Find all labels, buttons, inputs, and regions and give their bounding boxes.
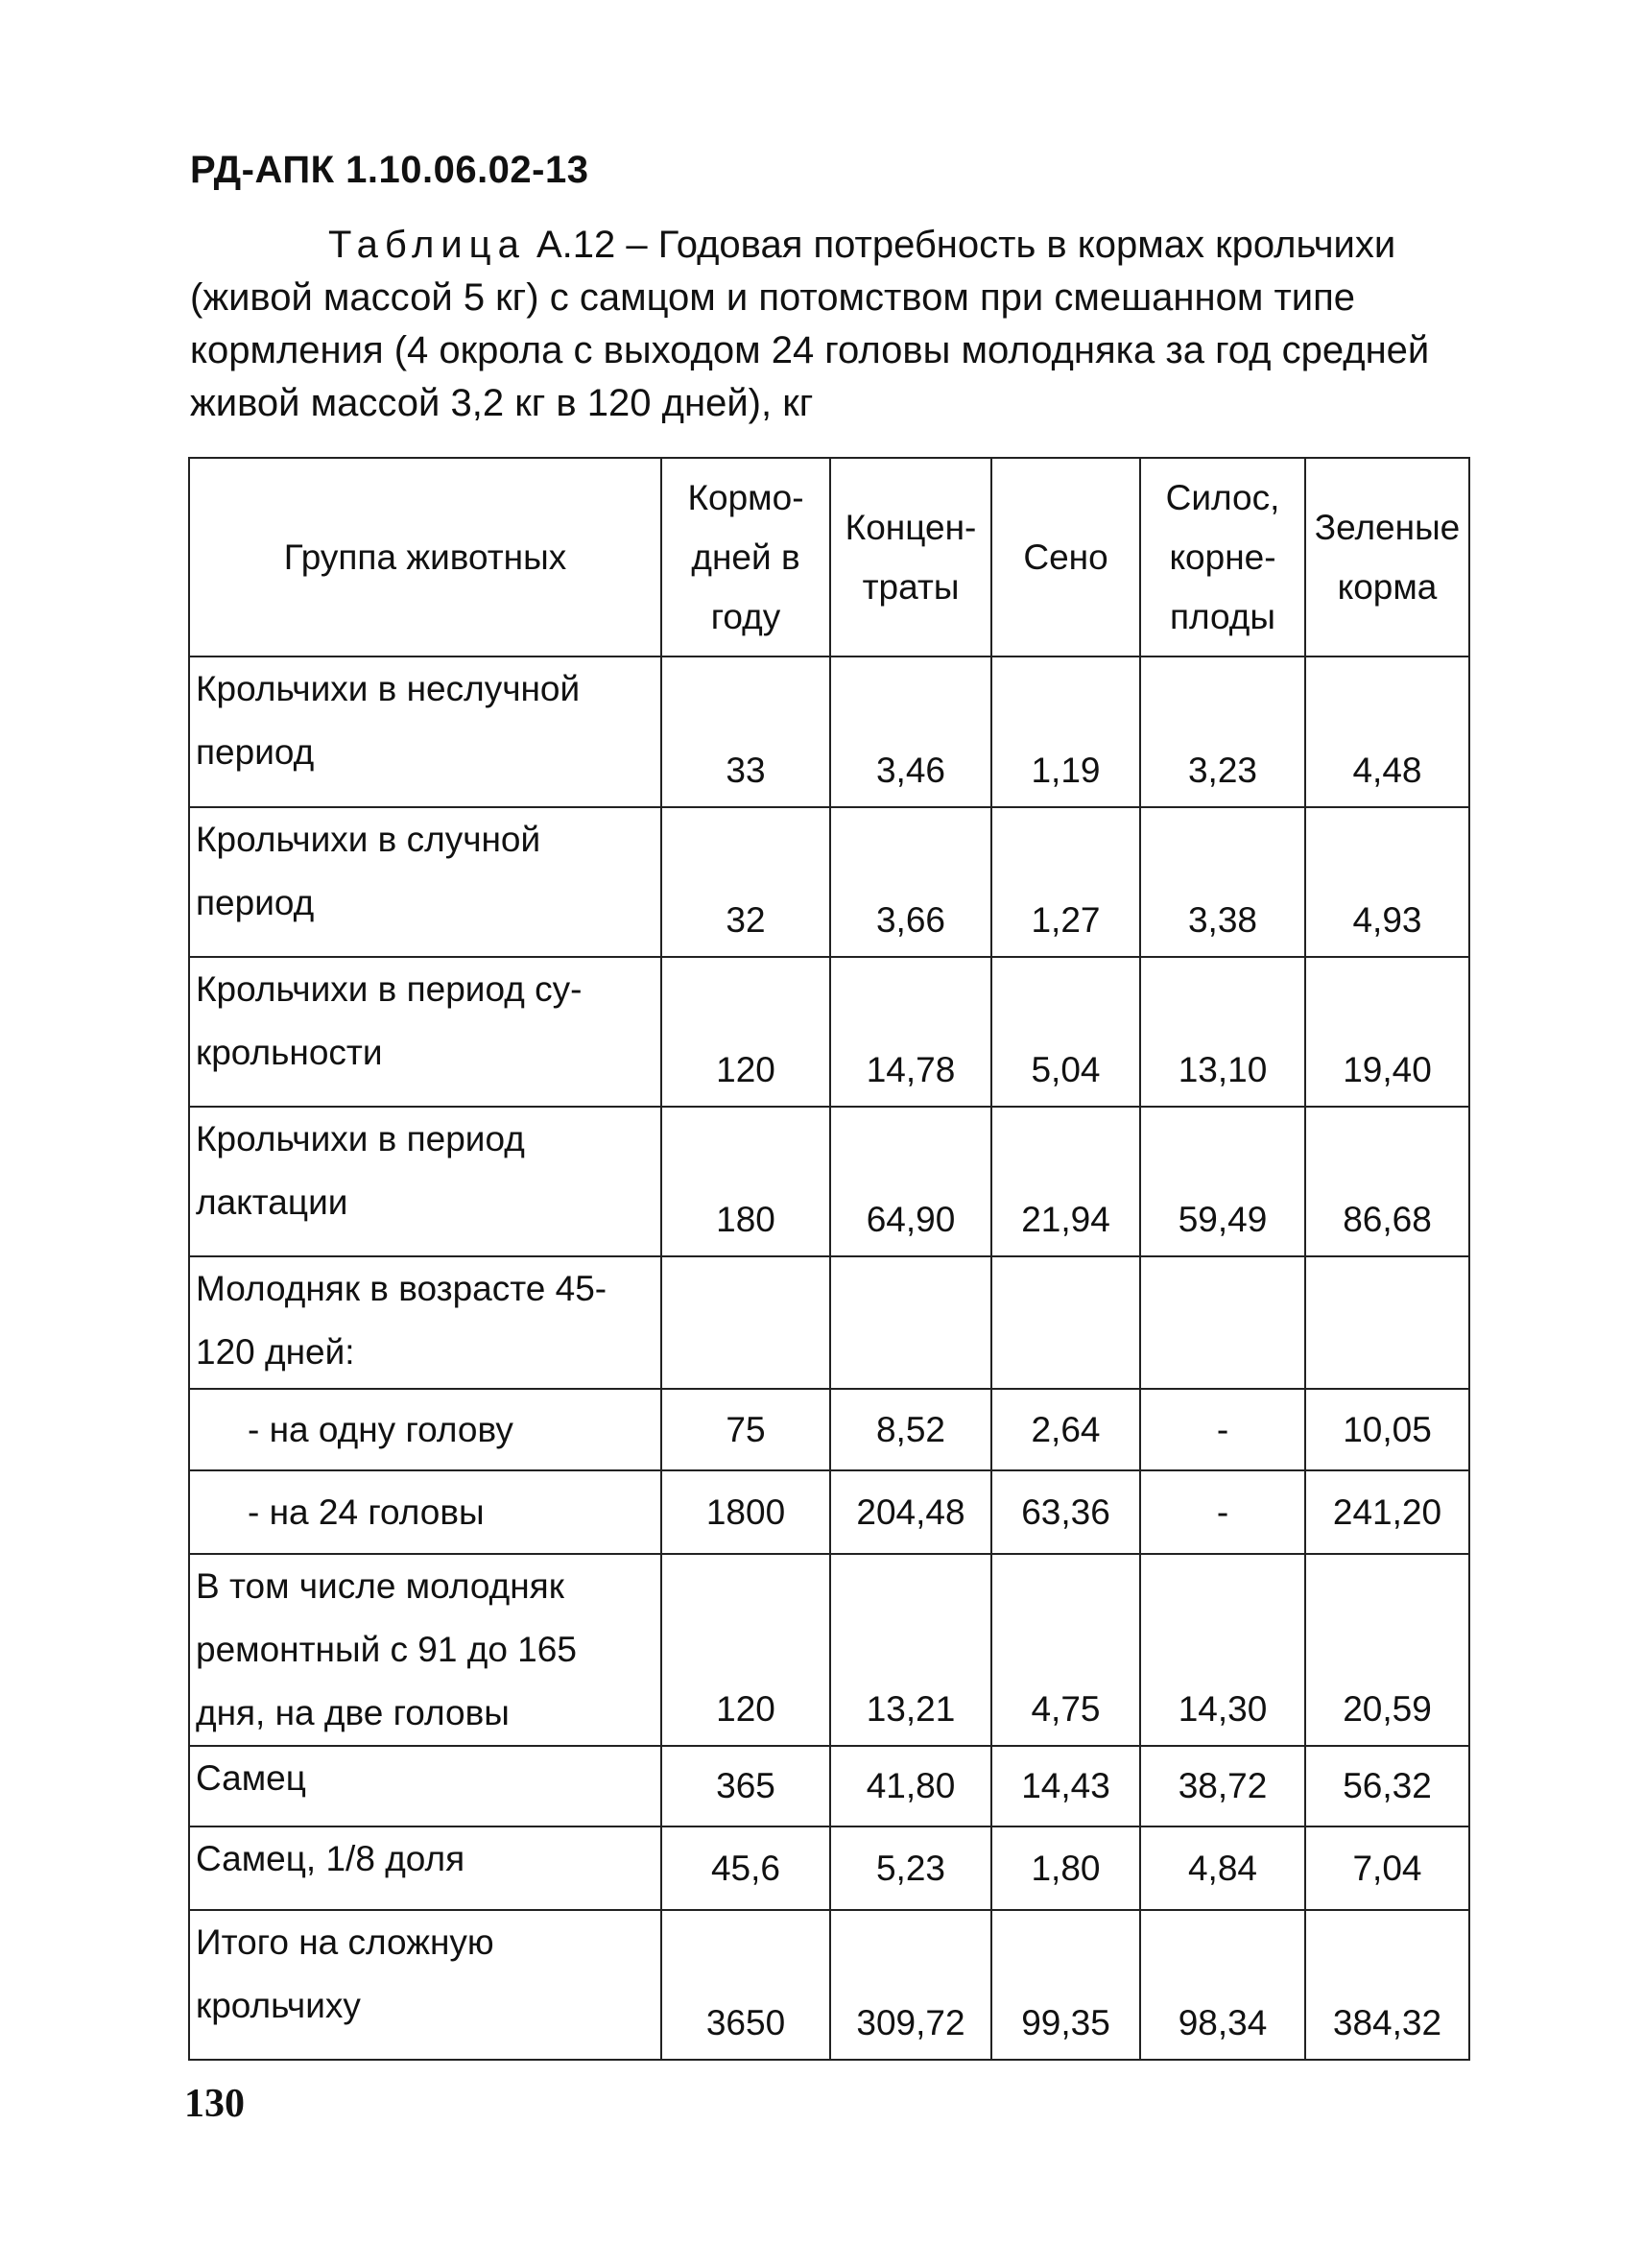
cell-green: 241,20 — [1305, 1470, 1469, 1554]
cell-silage: 38,72 — [1140, 1746, 1305, 1826]
cell-concentrates: 64,90 — [830, 1107, 991, 1256]
cell-concentrates: 3,46 — [830, 657, 991, 807]
cell-green: 20,59 — [1305, 1554, 1469, 1746]
cell-concentrates: 3,66 — [830, 807, 991, 957]
cell-group: Молодняк в возрасте 45-120 дней: — [189, 1256, 661, 1389]
cell-feed-days: 3650 — [661, 1910, 830, 2060]
cell-concentrates: 309,72 — [830, 1910, 991, 2060]
feed-requirements-table — [188, 457, 1470, 2061]
cell-feed-days: 1800 — [661, 1470, 830, 1554]
table-row — [189, 1826, 1469, 1910]
cell-hay: 1,19 — [991, 657, 1140, 807]
table-row — [189, 1554, 1469, 1746]
cell-group: В том числе молодняк ремонтный с 91 до 165 дня, на две головы — [189, 1554, 661, 1746]
cell-feed-days — [661, 1256, 830, 1389]
table-row — [189, 1256, 1469, 1389]
cell-group: Крольчихи в случной период — [189, 807, 661, 957]
cell-feed-days: 33 — [661, 657, 830, 807]
header-green-feed: Зеленые корма — [1305, 458, 1469, 657]
cell-concentrates: 5,23 — [830, 1826, 991, 1910]
cell-concentrates: 8,52 — [830, 1389, 991, 1470]
cell-green: 10,05 — [1305, 1389, 1469, 1470]
cell-silage: 3,38 — [1140, 807, 1305, 957]
table-row — [189, 1470, 1469, 1554]
cell-hay: 1,27 — [991, 807, 1140, 957]
cell-group: - на одну голову — [189, 1389, 661, 1470]
cell-green — [1305, 1256, 1469, 1389]
cell-silage: 4,84 — [1140, 1826, 1305, 1910]
cell-hay: 99,35 — [991, 1910, 1140, 2060]
cell-group: - на 24 головы — [189, 1470, 661, 1554]
cell-feed-days: 180 — [661, 1107, 830, 1256]
caption-number: А.12 — [536, 224, 616, 266]
cell-group: Крольчихи в период су-крольности — [189, 957, 661, 1107]
cell-concentrates: 41,80 — [830, 1746, 991, 1826]
cell-hay: 2,64 — [991, 1389, 1140, 1470]
cell-hay: 21,94 — [991, 1107, 1140, 1256]
cell-feed-days: 45,6 — [661, 1826, 830, 1910]
cell-silage: - — [1140, 1389, 1305, 1470]
cell-green: 4,93 — [1305, 807, 1469, 957]
cell-hay — [991, 1256, 1140, 1389]
table-row — [189, 807, 1469, 957]
table-row — [189, 1389, 1469, 1470]
table-row — [189, 1910, 1469, 2060]
cell-silage: 14,30 — [1140, 1554, 1305, 1746]
cell-silage: - — [1140, 1470, 1305, 1554]
cell-group: Крольчихи в неслучной период — [189, 657, 661, 807]
cell-green: 384,32 — [1305, 1910, 1469, 2060]
document-code: РД-АПК 1.10.06.02-13 — [190, 149, 589, 191]
cell-feed-days: 365 — [661, 1746, 830, 1826]
cell-green: 19,40 — [1305, 957, 1469, 1107]
cell-silage — [1140, 1256, 1305, 1389]
cell-green: 4,48 — [1305, 657, 1469, 807]
cell-silage: 59,49 — [1140, 1107, 1305, 1256]
cell-hay: 4,75 — [991, 1554, 1140, 1746]
table-body — [189, 657, 1469, 2060]
cell-concentrates: 14,78 — [830, 957, 991, 1107]
cell-group: Самец, 1/8 доля — [189, 1826, 661, 1910]
table-row — [189, 657, 1469, 807]
cell-hay: 1,80 — [991, 1826, 1140, 1910]
cell-group: Крольчихи в период лактации — [189, 1107, 661, 1256]
header-feed-days: Кормо-дней в году — [661, 458, 830, 657]
cell-group: Итого на сложную крольчиху — [189, 1910, 661, 2060]
table-caption — [190, 219, 1466, 430]
cell-silage: 98,34 — [1140, 1910, 1305, 2060]
cell-green: 86,68 — [1305, 1107, 1469, 1256]
cell-green: 7,04 — [1305, 1826, 1469, 1910]
header-group: Группа животных — [189, 458, 661, 657]
cell-green: 56,32 — [1305, 1746, 1469, 1826]
table-header-row — [189, 458, 1469, 657]
page-number: 130 — [184, 2082, 245, 2126]
cell-feed-days: 75 — [661, 1389, 830, 1470]
cell-concentrates — [830, 1256, 991, 1389]
cell-hay: 5,04 — [991, 957, 1140, 1107]
cell-silage: 3,23 — [1140, 657, 1305, 807]
table-row — [189, 1746, 1469, 1826]
table-row — [189, 1107, 1469, 1256]
cell-concentrates: 13,21 — [830, 1554, 991, 1746]
header-silage: Силос, корне-плоды — [1140, 458, 1305, 657]
cell-group: Самец — [189, 1746, 661, 1826]
caption-label: Таблица — [328, 224, 526, 266]
caption-text: – Годовая потребность в кормах крольчихи (живой массой 5 кг) с самцом и потомством при смешанном типе кормления (4 окрола с выходом 24 головы молодняка за год средней живой массой 3,2 кг в 120 дней), кг — [190, 224, 1430, 424]
cell-concentrates: 204,48 — [830, 1470, 991, 1554]
cell-feed-days: 120 — [661, 957, 830, 1107]
cell-hay: 14,43 — [991, 1746, 1140, 1826]
cell-silage: 13,10 — [1140, 957, 1305, 1107]
cell-feed-days: 120 — [661, 1554, 830, 1746]
header-concentrates: Концен-траты — [830, 458, 991, 657]
header-hay: Сено — [991, 458, 1140, 657]
cell-hay: 63,36 — [991, 1470, 1140, 1554]
table-row — [189, 957, 1469, 1107]
cell-feed-days: 32 — [661, 807, 830, 957]
